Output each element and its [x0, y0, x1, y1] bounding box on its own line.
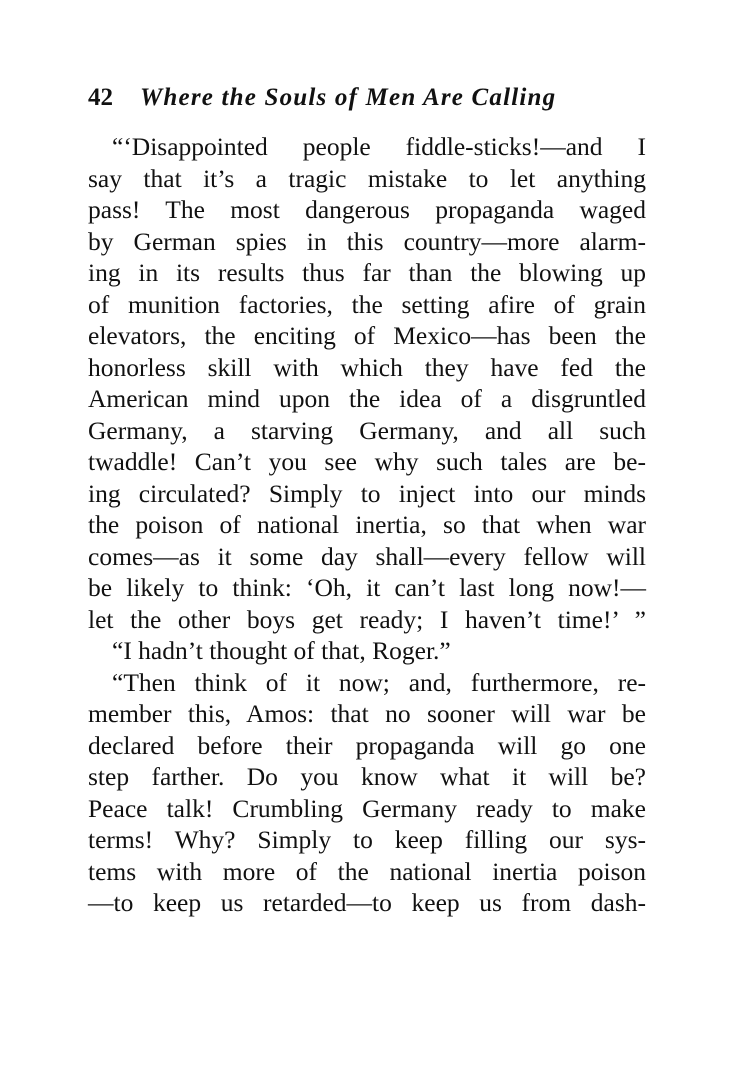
text-line: ing circulated? Simply to inject into our minds: [88, 478, 646, 508]
text-line: the poison of national inertia, so that when war: [88, 510, 646, 539]
text-line: Peace talk! Crumbling Germany ready to make: [88, 793, 646, 823]
text-line: “I hadn’t thought of that, Roger.”: [112, 636, 451, 665]
text-line: comes—as it some day shall—every fellow will: [88, 541, 646, 571]
text-line: member this, Amos: that no sooner will war be: [88, 699, 646, 728]
running-header: [88, 84, 648, 112]
text-line: ing in its results thus far than the blowing up: [88, 258, 646, 287]
text-line: —to keep us retarded—to keep us from dash-: [88, 888, 646, 917]
text-line: by German spies in this country—more alarm-: [88, 226, 646, 256]
text-line: elevators, the enciting of Mexico—has been the: [88, 321, 646, 350]
text-line: be likely to think: ‘Oh, it can’t last long now!—: [88, 573, 646, 602]
text-line: declared before their propaganda will go one: [88, 730, 646, 760]
text-line: let the other boys get ready; I haven’t time!’ ”: [88, 604, 646, 634]
text-line: “‘Disappointed people fiddle-sticks!—and I: [112, 132, 646, 161]
text-line: tems with more of the national inertia poison: [88, 856, 646, 886]
text-line: pass! The most dangerous propaganda waged: [88, 195, 646, 224]
text-line: of munition factories, the setting afire of grain: [88, 289, 646, 319]
text-line: Germany, a starving Germany, and all such: [88, 415, 646, 445]
running-title: Where the Souls of Men Are Calling: [140, 84, 557, 111]
page-number: 42: [88, 84, 113, 111]
text-line: American mind upon the idea of a disgruntled: [88, 384, 646, 413]
text-line: terms! Why? Simply to keep filling our sys-: [88, 825, 646, 854]
page-body-text: [88, 131, 646, 919]
text-line: step farther. Do you know what it will be?: [88, 762, 646, 791]
text-line: honorless skill with which they have fed the: [88, 352, 646, 382]
text-line: twaddle! Can’t you see why such tales are be-: [88, 447, 646, 476]
text-line: “Then think of it now; and, furthermore, re-: [112, 667, 646, 697]
text-line: say that it’s a tragic mistake to let anything: [88, 163, 646, 193]
